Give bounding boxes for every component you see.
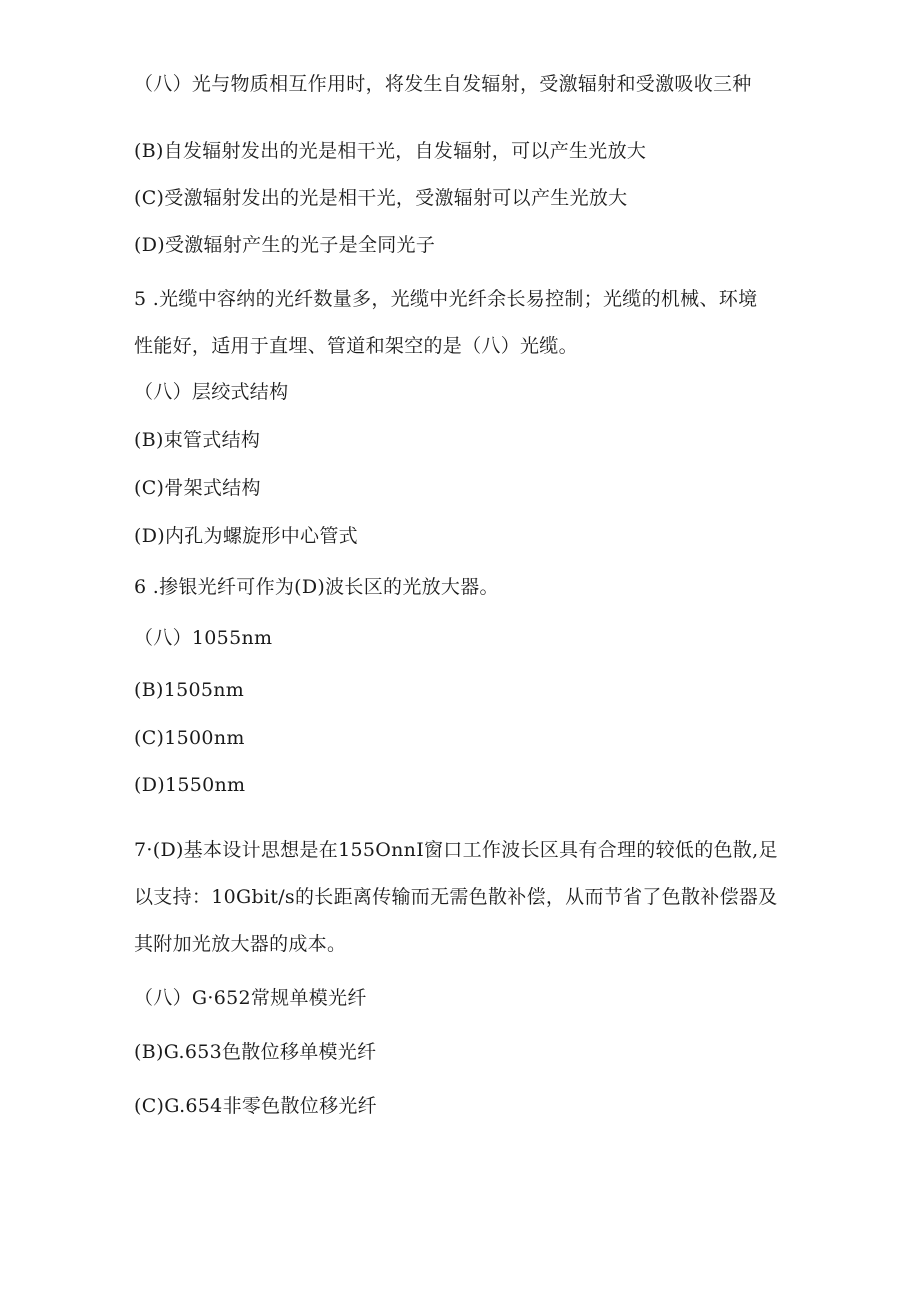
- q6-stem: 6 .掺银光纤可作为(D)波长区的光放大器。: [134, 576, 499, 598]
- q5-stem-line-2: 性能好，适用于直埋、管道和架空的是（八）光缆。: [134, 335, 578, 357]
- q7-stem-line-2: 以支持：10Gbit/s的长距离传输而无需色散补偿，从而节省了色散补偿器及: [134, 886, 778, 908]
- q4-option-b: (B)自发辐射发出的光是相干光，自发辐射，可以产生光放大: [134, 140, 647, 162]
- q6-option-c: (C)1500nm: [134, 727, 245, 749]
- q5-option-c: (C)骨架式结构: [134, 477, 261, 499]
- q6-option-a: （八）1055nm: [134, 627, 273, 649]
- q6-option-d: (D)1550nm: [134, 774, 246, 796]
- q7-stem-line-1: 7·(D)基本设计思想是在155OnnI窗口工作波长区具有合理的较低的色散,足: [134, 839, 778, 861]
- q6-option-b: (B)1505nm: [134, 679, 245, 701]
- q5-stem-line-1: 5 .光缆中容纳的光纤数量多，光缆中光纤余长易控制；光缆的机械、环境: [134, 288, 758, 310]
- q7-option-a: （八）G·652常规单模光纤: [134, 987, 367, 1009]
- q4-option-c: (C)受激辐射发出的光是相干光，受激辐射可以产生光放大: [134, 187, 628, 209]
- q4-option-d: (D)受激辐射产生的光子是全同光子: [134, 234, 436, 256]
- q7-stem-line-3: 其附加光放大器的成本。: [134, 933, 347, 955]
- q4-option-a: （八）光与物质相互作用时，将发生自发辐射，受激辐射和受激吸收三种: [134, 73, 752, 95]
- q7-option-c: (C)G.654非零色散位移光纤: [134, 1095, 377, 1117]
- q5-option-a: （八）层绞式结构: [134, 381, 289, 403]
- q5-option-b: (B)束管式结构: [134, 429, 261, 451]
- q7-option-b: (B)G.653色散位移单模光纤: [134, 1041, 377, 1063]
- q5-option-d: (D)内孔为螺旋形中心管式: [134, 525, 358, 547]
